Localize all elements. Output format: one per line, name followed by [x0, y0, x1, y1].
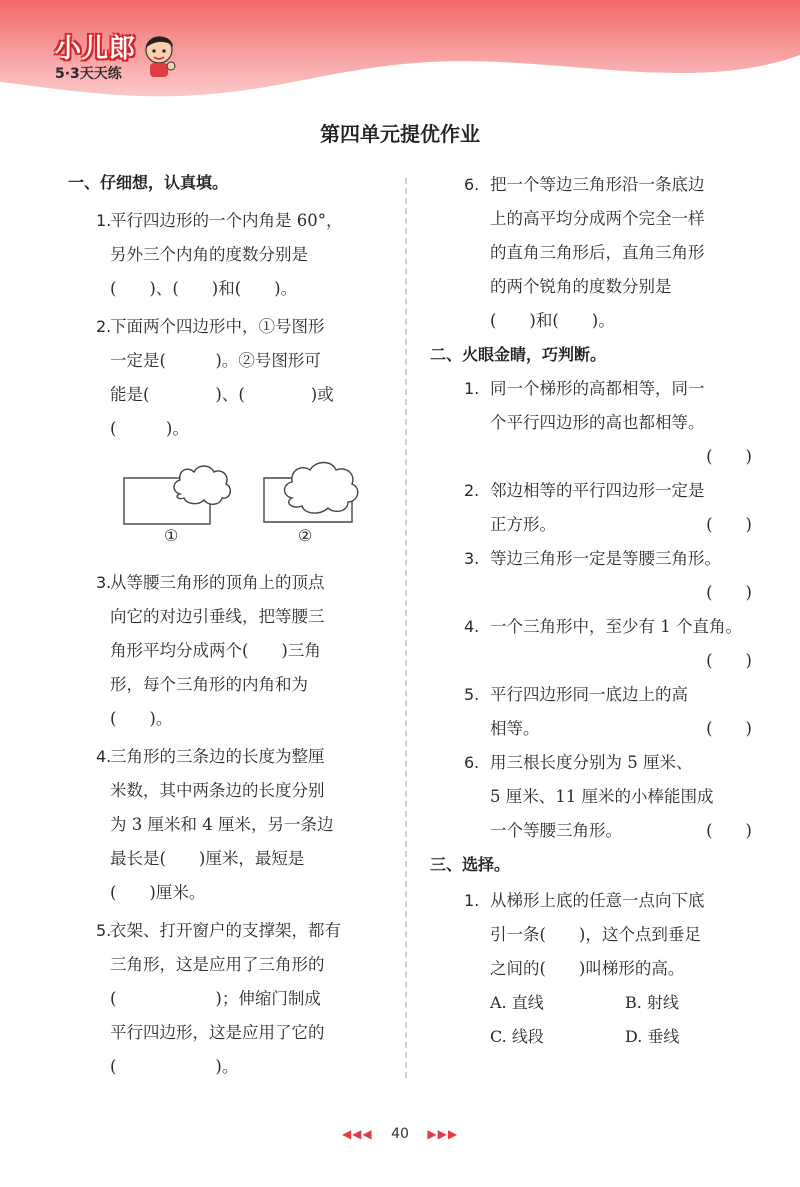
- question-line: 上的高平均分成两个完全一样: [490, 209, 705, 228]
- question-number: 6.: [464, 753, 480, 772]
- question-line: ( )和( )。: [490, 311, 615, 330]
- question-line: 平行四边形同一底边上的高: [490, 685, 688, 704]
- fill-question-3: [68, 566, 390, 736]
- question-line: 引一条( )，这个点到垂足: [490, 925, 701, 944]
- question-number: 2.: [96, 317, 112, 336]
- question-line: 相等。: [490, 719, 540, 738]
- question-line: 米数，其中两条边的长度分别: [110, 781, 325, 800]
- question-line: 向它的对边引垂线，把等腰三: [110, 607, 325, 626]
- question-line: 三角形的三条边的长度为整厘: [110, 747, 325, 766]
- answer-bracket[interactable]: ( ): [706, 821, 752, 840]
- option-b[interactable]: B. 射线: [625, 993, 679, 1012]
- question-line: 一个三角形中，至少有 1 个直角。: [490, 617, 742, 636]
- question-line: 能是( )、( )或: [110, 385, 334, 404]
- question-line: 平行四边形的一个内角是 60°，: [110, 211, 343, 230]
- question-line: 邻边相等的平行四边形一定是: [490, 481, 705, 500]
- question-number: 1.: [464, 891, 480, 910]
- right-arrows-icon: ▶▶▶: [427, 1127, 459, 1141]
- judge-question-6: [430, 746, 760, 848]
- question-line: 从梯形上底的任意一点向下底: [490, 891, 705, 910]
- choice-options-row-2: [430, 1020, 760, 1054]
- question-line: ( )。: [110, 709, 173, 728]
- judge-question-2: [430, 474, 760, 542]
- section1-heading: 一、仔细想，认真填。: [68, 173, 229, 192]
- choice-options-row-1: [430, 986, 760, 1020]
- left-column: [68, 168, 390, 1084]
- quadrilateral-figures: [68, 446, 390, 550]
- question-line: 正方形。: [490, 515, 556, 534]
- logo-sub-text: 5·3天天练: [55, 66, 122, 82]
- question-number: 6.: [464, 175, 480, 194]
- question-number: 2.: [464, 481, 480, 500]
- question-line: 同一个梯形的高都相等，同一: [490, 379, 705, 398]
- choice-question-1: [430, 884, 760, 986]
- question-line: 一个等腰三角形。: [490, 821, 622, 840]
- section2-heading: 二、火眼金睛，巧判断。: [430, 345, 607, 364]
- section3-heading: 三、选择。: [430, 855, 511, 874]
- figure-label-1: ①: [164, 526, 179, 545]
- option-d[interactable]: D. 垂线: [625, 1027, 680, 1046]
- question-line: 下面两个四边形中，①号图形: [110, 317, 325, 336]
- fill-question-6: [430, 168, 760, 338]
- answer-bracket[interactable]: ( ): [706, 447, 752, 466]
- page-footer: [0, 1126, 800, 1142]
- answer-bracket[interactable]: ( ): [706, 515, 752, 534]
- question-line: 形，每个三角形的内角和为: [110, 675, 308, 694]
- question-line: 把一个等边三角形沿一条底边: [490, 175, 705, 194]
- question-line: 角形平均分成两个( )三角: [110, 641, 321, 660]
- question-number: 3.: [464, 549, 480, 568]
- question-line: 等边三角形一定是等腰三角形。: [490, 549, 721, 568]
- question-line: 平行四边形，这是应用了它的: [110, 1023, 325, 1042]
- question-line: 三角形，这是应用了三角形的: [110, 955, 325, 974]
- answer-bracket[interactable]: ( ): [706, 583, 752, 602]
- fill-question-2: [68, 310, 390, 446]
- question-line: 5 厘米、11 厘米的小棒能围成: [490, 787, 714, 806]
- question-line: 最长是( )厘米，最短是: [110, 849, 305, 868]
- fill-question-1: [68, 204, 390, 306]
- fill-question-4: [68, 740, 390, 910]
- mascot-boy-icon: [140, 30, 178, 80]
- figure-label-2: ②: [298, 526, 313, 545]
- question-line: 另外三个内角的度数分别是: [110, 245, 308, 264]
- question-line: ( )；伸缩门制成: [110, 989, 321, 1008]
- question-line: 为 3 厘米和 4 厘米，另一条边: [110, 815, 334, 834]
- brand-logo: [55, 28, 136, 83]
- question-line: 的直角三角形后，直角三角形: [490, 243, 705, 262]
- question-line: 个平行四边形的高也都相等。: [490, 413, 705, 432]
- logo-main-text: 小儿郎: [55, 34, 137, 64]
- question-line: 一定是( )。②号图形可: [110, 351, 321, 370]
- column-divider: [405, 178, 407, 1078]
- question-number: 3.: [96, 573, 112, 592]
- question-line: ( )、( )和( )。: [110, 279, 298, 298]
- question-line: 衣架、打开窗户的支撑架，都有: [110, 921, 341, 940]
- question-number: 5.: [464, 685, 480, 704]
- fill-question-5: [68, 914, 390, 1084]
- question-line: ( )。: [110, 419, 189, 438]
- figure-2-quadrilateral-with-cloud: [262, 458, 392, 528]
- option-c[interactable]: C. 线段: [490, 1027, 544, 1046]
- option-a[interactable]: A. 直线: [490, 993, 544, 1012]
- page-title: 第四单元提优作业: [320, 122, 480, 146]
- question-number: 5.: [96, 921, 112, 940]
- answer-bracket[interactable]: ( ): [706, 651, 752, 670]
- question-line: ( )。: [110, 1057, 239, 1076]
- question-number: 1.: [96, 211, 112, 230]
- question-number: 4.: [96, 747, 112, 766]
- judge-question-1: [430, 372, 760, 474]
- page-number: 40: [391, 1126, 409, 1142]
- judge-question-3: [430, 542, 760, 610]
- question-line: ( )厘米。: [110, 883, 206, 902]
- question-line: 用三根长度分别为 5 厘米、: [490, 753, 693, 772]
- figure-1-rectangle-with-cloud: [122, 460, 252, 526]
- question-line: 的两个锐角的度数分别是: [490, 277, 672, 296]
- left-arrows-icon: ◀◀◀: [341, 1127, 373, 1141]
- question-line: 从等腰三角形的顶角上的顶点: [110, 573, 325, 592]
- question-number: 1.: [464, 379, 480, 398]
- right-column: [430, 168, 760, 1054]
- question-line: 之间的( )叫梯形的高。: [490, 959, 685, 978]
- judge-question-4: [430, 610, 760, 678]
- judge-question-5: [430, 678, 760, 746]
- question-number: 4.: [464, 617, 480, 636]
- answer-bracket[interactable]: ( ): [706, 719, 752, 738]
